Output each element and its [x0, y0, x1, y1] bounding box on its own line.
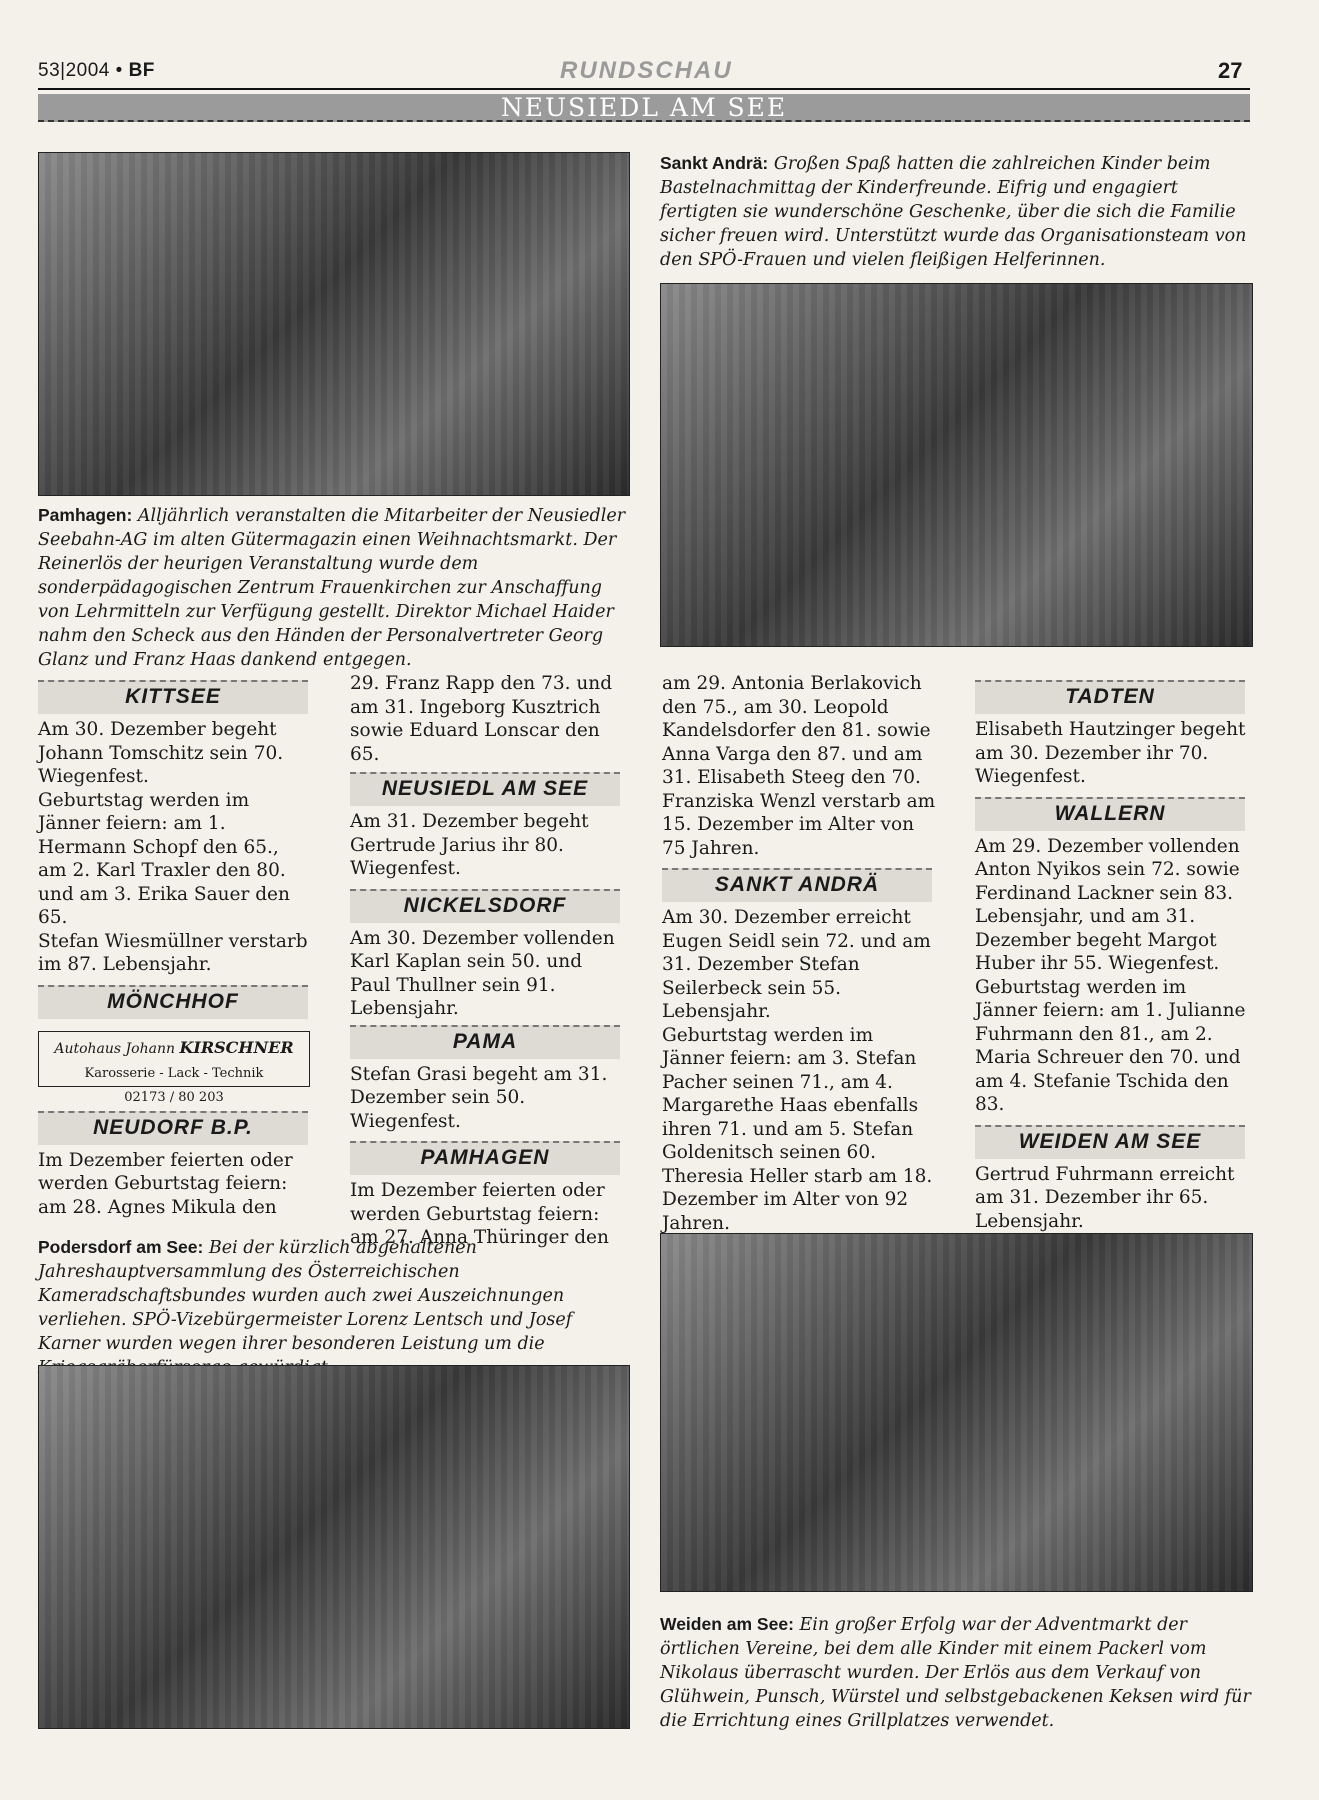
caption-lead: Sankt Andrä:: [660, 153, 769, 173]
ad-services: Karosserie - Lack - Technik: [84, 1066, 264, 1081]
section-header-weiden: WEIDEN AM SEE: [975, 1125, 1245, 1159]
caption-podersdorf: [38, 1235, 628, 1380]
neudorf-text-1: Im Dezember feierten oder werden Geburtstag feiern: am 28. Agnes Mikula den: [38, 1149, 293, 1218]
tadten-text-1: Elisabeth Hautzinger begeht am 30. Dezember ihr 70. Wiegenfest.: [975, 719, 1246, 787]
neusiedl-text-1: Am 31. Dezember begeht Gertrude Jarius ihr 80. Wiegenfest.: [350, 811, 589, 879]
caption-text: Alljährlich veranstalten die Mitarbeiter der Neusiedler Seebahn-AG im alten Gütermagazin einen Weihnachtsmarkt. Der Reinerlös der heurigen Veranstaltung wurde dem sonderpädagogischen Zentrum Frauenkirchen zur Anschaffung von Lehrmitteln zur Verfügung gestellt. Direktor Michael Haider nahm den Scheck aus den Händen der Personalvertreter Georg Glanz und Franz Haas dankend entgegen.: [38, 506, 626, 670]
caption-pamhagen: [38, 503, 628, 672]
kittsee-text-2: Geburtstag werden im Jänner feiern: am 1. Hermann Schopf den 65., am 2. Karl Traxler den 80. und am 3. Erika Sauer den 65.: [38, 789, 290, 928]
sankt-andrae-text-1: Am 30. Dezember erreicht Eugen Seidl sein 72. und am 31. Dezember Stefan Seilerbeck sein 55. Lebensjahr.: [662, 907, 931, 1022]
column-2: [350, 672, 625, 1249]
photo-pamhagen: [38, 152, 630, 496]
caption-lead: Pamhagen:: [38, 505, 133, 525]
section-header-pama: PAMA: [350, 1025, 620, 1059]
pamhagen-text-continued: am 29. Antonia Berlakovich den 75., am 30. Leopold Kandelsdorfer den 81. sowie Anna Varga den 87. und am 31. Elisabeth Steeg den 70.: [662, 673, 931, 788]
page-number: 27: [1218, 58, 1243, 83]
section-header-kittsee: KITTSEE: [38, 680, 308, 714]
region-banner: [38, 94, 1250, 122]
section-name: RUNDSCHAU: [560, 57, 733, 84]
column-4: [975, 680, 1251, 1233]
caption-weiden: [660, 1612, 1251, 1733]
caption-text: Ein großer Erfolg war der Adventmarkt der örtlichen Vereine, bei dem alle Kinder mit einem Packerl vom Nikolaus überrascht wurden. Der Erlös aus dem Verkauf von Glühwein, Punsch, Würstel und selbstgebackenen Keksen wird für die Errichtung eines Grillplatzes verwendet.: [660, 1615, 1251, 1731]
kittsee-text-1: Am 30. Dezember begeht Johann Tomschitz sein 70. Wiegenfest.: [38, 719, 284, 787]
section-header-moenchhof: MÖNCHHOF: [38, 985, 308, 1019]
pamhagen-text-1: Im Dezember feierten oder werden Geburtstag feiern: am 27. Anna Thüringer den: [350, 1180, 609, 1248]
pama-text-1: Stefan Grasi begeht am 31. Dezember sein 50. Wiegenfest.: [350, 1063, 608, 1132]
caption-lead: Podersdorf am See:: [38, 1237, 204, 1257]
column-1: [38, 680, 310, 1219]
caption-sankt-andrae: [660, 151, 1251, 272]
caption-lead: Weiden am See:: [660, 1614, 794, 1634]
neudorf-text-continued: 29. Franz Rapp den 73. und am 31. Ingeborg Kusztrich sowie Eduard Lonscar den 65.: [350, 673, 613, 765]
region-banner-title: NEUSIEDL AM SEE: [500, 93, 788, 122]
pamhagen-text-2: Franziska Wenzl verstarb am 15. Dezember im Alter von 75 Jahren.: [662, 790, 936, 859]
wallern-text-1: Am 29. Dezember vollenden Anton Nyikos sein 72. sowie Ferdinand Lackner sein 83. Lebensjahr, und am 31. Dezember begeht Margot Huber ihr 55. Wiegenfest.: [975, 835, 1240, 974]
photo-weiden: [660, 1233, 1253, 1592]
weiden-text-1: Gertrud Fuhrmann erreicht am 31. Dezember ihr 65. Lebensjahr.: [975, 1163, 1235, 1232]
issue-number: 53|2004 • BF: [38, 60, 155, 81]
sankt-andrae-text-3: Theresia Heller starb am 18. Dezember im Alter von 92 Jahren.: [662, 1165, 933, 1234]
advertisement-autohaus: Autohaus Johann KIRSCHNER Karosserie - Lack - Technik 02173 / 80 203: [38, 1031, 310, 1087]
caption-text: Großen Spaß hatten die zahlreichen Kinder beim Bastelnachmittag der Kinderfreunde. Eifrig und engagiert fertigten sie wunderschöne Geschenke, über die sich die Familie sicher freuen wird. Unterstützt wurde das Organisationsteam von den SPÖ-Frauen und vielen fleißigen Helferinnen.: [660, 154, 1247, 270]
nickelsdorf-text-1: Am 30. Dezember vollenden Karl Kaplan sein 50. und Paul Thullner sein 91. Lebensjahr.: [350, 927, 615, 1019]
wallern-text-2: Geburtstag werden im Jänner feiern: am 1. Julianne Fuhrmann den 81., am 2. Maria Schreuer den 70. und am 4. Stefanie Tschida den 83.: [975, 976, 1246, 1115]
header-rule: [38, 88, 1250, 90]
column-3: [662, 672, 937, 1235]
photo-podersdorf: [38, 1365, 630, 1729]
section-header-neusiedl: NEUSIEDL AM SEE: [350, 772, 620, 806]
kittsee-text-3: Stefan Wiesmüllner verstarb im 87. Lebensjahr.: [38, 930, 308, 975]
ad-phone: 02173 / 80 203: [124, 1089, 224, 1105]
photo-sankt-andrae: [660, 283, 1253, 647]
section-header-wallern: WALLERN: [975, 797, 1245, 831]
section-header-sankt-andrae: SANKT ANDRÄ: [662, 868, 932, 902]
sankt-andrae-text-2: Geburtstag werden im Jänner feiern: am 3. Stefan Pacher seinen 71., am 4. Margarethe Haas ebenfalls ihren 71. und am 5. Stefan Goldenitsch seinen 60.: [662, 1024, 919, 1163]
section-header-nickelsdorf: NICKELSDORF: [350, 889, 620, 923]
section-header-neudorf: NEUDORF B.P.: [38, 1111, 308, 1145]
caption-text: Bei der kürzlich abgehaltenen Jahreshauptversammlung des Österreichischen Kameradschaftsbundes wurden auch zwei Auszeichnungen verliehen. SPÖ-Vizebürgermeister Lorenz Lentsch und Josef Karner wurden wegen ihrer besonderen Leistung um die: [38, 1238, 573, 1354]
section-header-tadten: TADTEN: [975, 680, 1245, 714]
section-header-pamhagen: PAMHAGEN: [350, 1141, 620, 1175]
